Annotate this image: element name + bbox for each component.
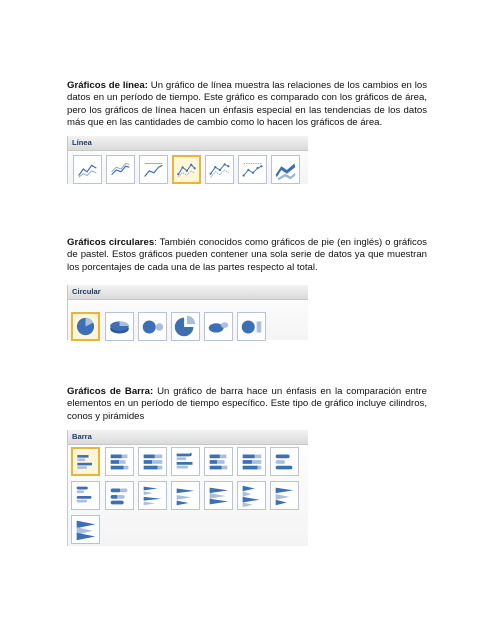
bar-paragraph — [67, 386, 427, 423]
pie-chart-option-6[interactable] — [237, 312, 266, 341]
stacked-cylinder-icon — [106, 482, 133, 509]
clustered-cylinder-icon — [72, 482, 99, 509]
pie-chart-icon — [73, 314, 98, 339]
percent-cone-icon — [205, 482, 232, 509]
bar-chart-option-9[interactable] — [105, 481, 134, 510]
line-description: Un gráfico de línea muestra las relaciones de los cambios en los datos en un período de tiempo. Este gráfico es comparado con los gráficos de área, pero los gráficos de línea hacen un énfasis especial en las tendencias de los datos más que en las cantidades de cambio como lo hacen los gráficos de área. — [67, 80, 427, 129]
pie-heading: Gráficos circulares — [67, 237, 155, 248]
bar-chart-option-10[interactable] — [138, 481, 167, 510]
pie-chart-gallery — [67, 285, 308, 340]
pie-chart-option-5[interactable] — [204, 312, 233, 341]
stacked-bar-icon — [106, 448, 133, 475]
pie-of-pie-icon — [139, 313, 166, 340]
line-chart-option-5[interactable] — [205, 155, 234, 184]
bar-gallery-title: Barra — [68, 430, 308, 445]
bar-chart-option-4[interactable] — [171, 447, 200, 476]
line-chart-option-2[interactable] — [106, 155, 135, 184]
exploded-pie-icon — [172, 313, 199, 340]
bar-chart-option-11[interactable] — [171, 481, 200, 510]
line-chart-option-4-selected[interactable] — [172, 155, 201, 184]
bar-chart-option-1-selected[interactable] — [71, 447, 100, 476]
line-markers-icon — [174, 157, 199, 182]
bar-heading: Gráficos de Barra: — [67, 386, 154, 397]
pie-chart-option-4[interactable] — [171, 312, 200, 341]
line-chart-gallery — [67, 136, 308, 184]
pie-chart-option-2[interactable] — [105, 312, 134, 341]
exploded-3d-pie-icon — [205, 313, 232, 340]
bar-chart-option-12[interactable] — [204, 481, 233, 510]
pyramid-bar-icon — [238, 482, 265, 509]
bar-chart-option-7[interactable] — [270, 447, 299, 476]
line-chart-option-7[interactable] — [271, 155, 300, 184]
line-chart-icon — [74, 156, 101, 183]
bar-chart-option-2[interactable] — [105, 447, 134, 476]
3d-percent-bar-icon — [238, 448, 265, 475]
cylinder-bar-icon — [271, 448, 298, 475]
pie-description: : También conocidos como gráficos de pie (en inglés) o gráficos de pastel. Estos gráficos pueden contener una sola serie de datos ya que muestran los porcentajes de cada una de las partes respecto al total. — [67, 237, 427, 273]
bar-chart-option-14[interactable] — [270, 481, 299, 510]
bar-chart-option-6[interactable] — [237, 447, 266, 476]
pie-gallery-title: Circular — [68, 285, 308, 300]
pie-chart-option-3[interactable] — [138, 312, 167, 341]
bar-chart-option-8[interactable] — [71, 481, 100, 510]
3d-line-icon — [272, 156, 299, 183]
stacked-cone-icon — [172, 482, 199, 509]
bar-of-pie-icon — [238, 313, 265, 340]
pie-paragraph — [67, 237, 427, 274]
bar-chart-option-3[interactable] — [138, 447, 167, 476]
3d-stacked-bar-icon — [205, 448, 232, 475]
stacked-pyramid-icon — [271, 482, 298, 509]
bar-chart-option-5[interactable] — [204, 447, 233, 476]
3d-clustered-bar-icon — [172, 448, 199, 475]
line-chart-option-6[interactable] — [238, 155, 267, 184]
percent-pyramid-icon — [72, 516, 99, 543]
bar-description: Un gráfico de barra hace un énfasis en la comparación entre elementos en un período de tiempo específico. Este tipo de gráfico incluye cilindros, conos y pirámides — [67, 386, 428, 422]
stacked-line-markers-icon — [206, 156, 233, 183]
3d-pie-icon — [106, 313, 133, 340]
percent-line-icon — [140, 156, 167, 183]
clustered-bar-icon — [73, 449, 98, 474]
pie-chart-option-1-selected[interactable] — [71, 312, 100, 341]
line-chart-option-3[interactable] — [139, 155, 168, 184]
line-gallery-title: Línea — [68, 136, 308, 151]
percent-stacked-bar-icon — [139, 448, 166, 475]
percent-line-markers-icon — [239, 156, 266, 183]
bar-chart-gallery — [67, 430, 308, 546]
bar-chart-option-15[interactable] — [71, 515, 100, 544]
stacked-line-icon — [107, 156, 134, 183]
line-heading: Gráficos de línea: — [67, 80, 148, 91]
bar-chart-option-13[interactable] — [237, 481, 266, 510]
cone-bar-icon — [139, 482, 166, 509]
line-paragraph — [67, 80, 427, 130]
line-chart-option-1[interactable] — [73, 155, 102, 184]
